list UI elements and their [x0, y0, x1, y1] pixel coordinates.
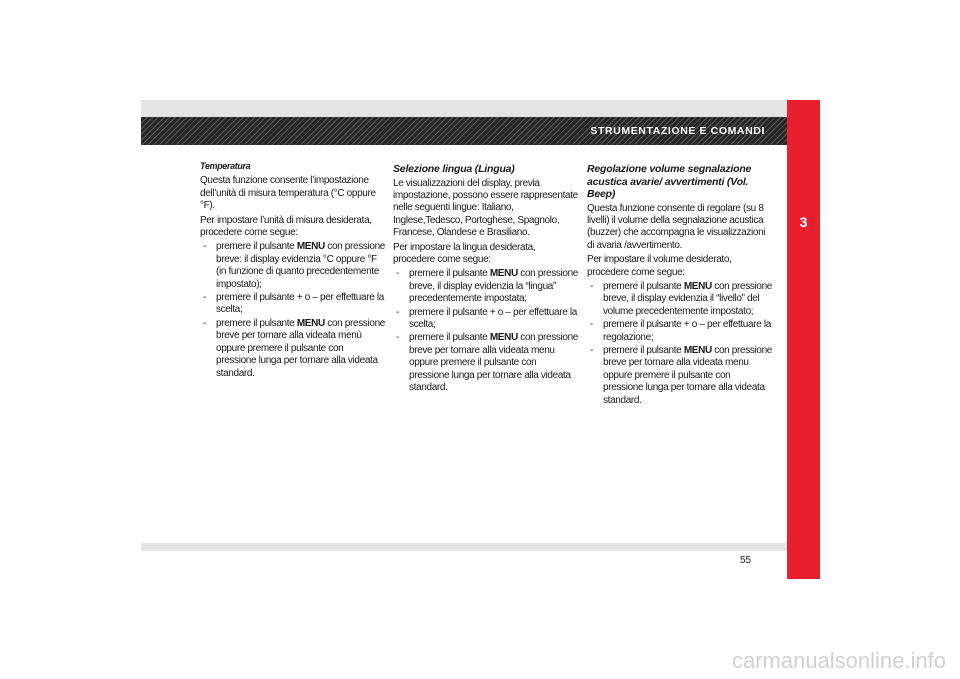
- menu-keyword: MENU: [296, 317, 325, 329]
- list-item: [587, 281, 772, 318]
- bottom-band: [141, 543, 787, 551]
- step-text: premere il pulsante: [409, 332, 490, 344]
- steps-list: [200, 241, 385, 379]
- paragraph: Per impostare la lingua desiderata, procedere come segue:: [393, 241, 536, 265]
- list-item: [200, 241, 385, 291]
- step-text: premere il pulsante + o – per effettuare la scelta;: [216, 292, 384, 316]
- step-text: con pressione breve: il display evidenzia °C oppure °F (in funzione di quanto precedentemente impostato);: [216, 241, 386, 290]
- step-text: con pressione breve per tornare alla videata menù oppure premere il pulsante con pressione lunga per tornare alla videata standard.: [216, 317, 386, 379]
- column-temperatura: [200, 160, 385, 381]
- heading-lingua: Selezione lingua (Lingua): [393, 163, 515, 175]
- menu-keyword: MENU: [489, 268, 518, 280]
- step-text: premere il pulsante + o – per effettuare la regolazione;: [603, 319, 771, 343]
- step-text: con pressione breve, il display evidenzia la “lingua” precedentemente impostata;: [409, 268, 579, 305]
- step-text: con pressione breve per tornare alla videata menu oppure premere il pulsante con pressione lunga per tornare alla videata standard.: [603, 344, 773, 406]
- step-text: con pressione breve per tornare alla videata menu oppure premere il pulsante con pressione lunga per tornare alla videata standard.: [409, 332, 579, 393]
- paragraph: Per impostare il volume desiderato, procedere come segue:: [587, 254, 732, 278]
- paragraph: Questa funzione consente l’impostazione dell’unità di misura temperatura (°C oppure °F).: [200, 175, 376, 212]
- chapter-number: 3: [799, 214, 808, 230]
- paragraph: Questa funzione consente di regolare (su 8 livelli) il volume della segnalazione acustica (buzzer) che accompagna le visualizzazioni di avaria /avvertimento.: [587, 202, 766, 251]
- section-header-bar: [141, 117, 787, 145]
- list-item: [393, 268, 578, 305]
- heading-temperatura: Temperatura: [200, 161, 251, 171]
- list-item: [587, 319, 772, 344]
- watermark: carmanualsonline.info: [731, 648, 946, 673]
- paragraph: Per impostare l’unità di misura desiderata, procedere come segue:: [200, 214, 372, 239]
- step-text: premere il pulsante + o – per effettuare la scelta;: [409, 306, 577, 330]
- chapter-tab: [787, 100, 820, 579]
- steps-list: [393, 268, 578, 394]
- menu-keyword: MENU: [489, 332, 518, 344]
- menu-keyword: MENU: [683, 344, 712, 356]
- top-band: [141, 100, 787, 117]
- step-text: premere il pulsante: [409, 268, 490, 280]
- list-item: [587, 345, 772, 407]
- section-title: STRUMENTAZIONE E COMANDI: [590, 125, 765, 137]
- paragraph: Le visualizzazioni del display, previa impostazione, possono essere rappresentate nelle seguenti lingue: Italiano, Inglese,Tedesco, Portoghese, Spagnolo, Francese, Olandese e Brasiliano.: [393, 177, 578, 239]
- steps-list: [587, 281, 772, 407]
- step-text: premere il pulsante: [216, 241, 297, 253]
- list-item: [200, 318, 385, 380]
- menu-keyword: MENU: [296, 241, 325, 253]
- list-item: [393, 332, 578, 394]
- step-text: premere il pulsante: [603, 280, 684, 292]
- menu-keyword: MENU: [683, 280, 712, 292]
- list-item: [200, 292, 385, 317]
- step-text: premere il pulsante: [603, 344, 684, 356]
- list-item: [393, 307, 578, 332]
- column-volume-beep: [587, 163, 772, 408]
- heading-volume-beep: Regolazione volume segnalazione acustica avarie/ avvertimenti (Vol. Beep): [587, 163, 752, 200]
- step-text: con pressione breve, il display evidenzia il “livello” del volume precedentemente impostato;: [603, 280, 773, 317]
- step-text: premere il pulsante: [216, 317, 297, 329]
- column-lingua: [393, 163, 578, 395]
- page-number: 55: [740, 555, 752, 566]
